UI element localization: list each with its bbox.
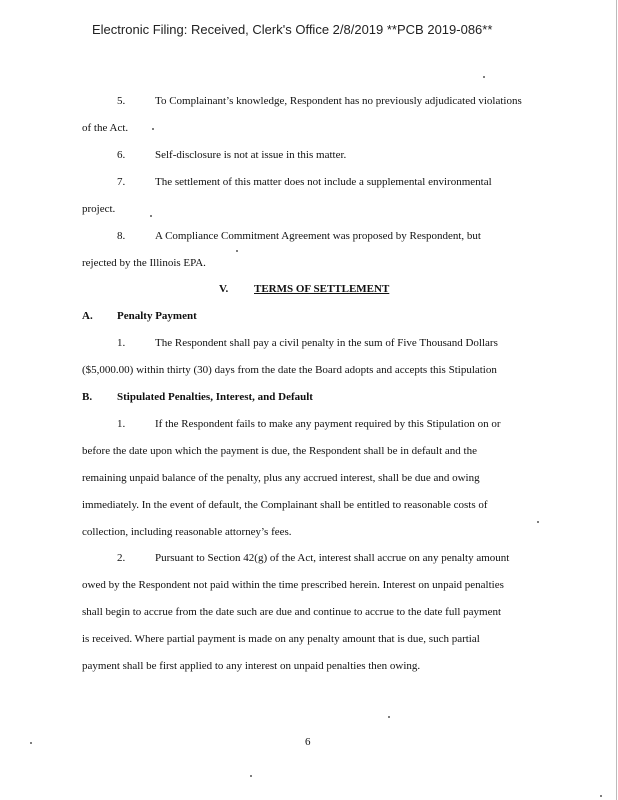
page-number: 6 [305, 736, 311, 748]
section-title: TERMS OF SETTLEMENT [254, 283, 390, 295]
b2-line5: payment shall be first applied to any interest on unpaid penalties then owing. [82, 660, 421, 672]
scan-speck [152, 128, 154, 130]
b1-number: 1. [117, 418, 126, 430]
b2-line2: owed by the Respondent not paid within the time prescribed herein. Interest on unpaid penalties [82, 579, 504, 591]
b1-line4: immediately. In the event of default, the Complainant shall be entitled to reasonable costs of [82, 499, 488, 511]
section-number: V. [219, 283, 229, 295]
para-7-line1: 7. The settlement of this matter does not include a supplemental environmental [117, 176, 492, 188]
b2-number: 2. [117, 552, 126, 564]
b1-line1: 1. If the Respondent fails to make any payment required by this Stipulation on or [117, 418, 501, 430]
para-6-line1: 6. Self-disclosure is not at issue in this matter. [117, 149, 347, 161]
b2-line1: 2. Pursuant to Section 42(g) of the Act, interest shall accrue on any penalty amount [117, 552, 510, 564]
subsection-b-letter: B. [82, 391, 93, 403]
b2-line4: is received. Where partial payment is made on any penalty amount that is due, such partial [82, 633, 480, 645]
a1-line1: 1. The Respondent shall pay a civil penalty in the sum of Five Thousand Dollars [117, 337, 498, 349]
scan-speck [388, 716, 390, 718]
b1-line5: collection, including reasonable attorney’s fees. [82, 526, 292, 538]
para-6-number: 6. [117, 149, 126, 161]
page-edge [616, 0, 617, 800]
b2-line3: shall begin to accrue from the date such are due and continue to accrue to the date full payment [82, 606, 502, 618]
b1-line3: remaining unpaid balance of the penalty, plus any accrued interest, shall be due and owing [82, 472, 480, 484]
scan-speck [30, 742, 32, 744]
filing-header: Electronic Filing: Received, Clerk's Office 2/8/2019 **PCB 2019-086** [92, 22, 493, 37]
subsection-a-title: Penalty Payment [117, 310, 197, 322]
para-8-number: 8. [117, 230, 126, 242]
para-7-number: 7. [117, 176, 126, 188]
a1-line2: ($5,000.00) within thirty (30) days from the date the Board adopts and accepts this Stipulation [82, 364, 497, 376]
b1-line2: before the date upon which the payment is due, the Respondent shall be in default and the [82, 445, 477, 457]
scan-speck [537, 521, 539, 523]
scan-speck [483, 76, 485, 78]
para-7-line2: project. [82, 203, 116, 215]
para-5-number: 5. [117, 95, 126, 107]
para-5-line2: of the Act. [82, 122, 129, 134]
scan-speck [600, 795, 602, 797]
scan-speck [150, 215, 152, 217]
scan-speck [236, 250, 238, 252]
scan-speck [250, 775, 252, 777]
a1-number: 1. [117, 337, 126, 349]
subsection-a-letter: A. [82, 310, 93, 322]
para-8-line2: rejected by the Illinois EPA. [82, 257, 206, 269]
para-8-line1: 8. A Compliance Commitment Agreement was proposed by Respondent, but [117, 230, 481, 242]
para-5-line1: 5. To Complainant’s knowledge, Respondent has no previously adjudicated violations [117, 95, 522, 107]
subsection-b-title: Stipulated Penalties, Interest, and Default [117, 391, 313, 403]
